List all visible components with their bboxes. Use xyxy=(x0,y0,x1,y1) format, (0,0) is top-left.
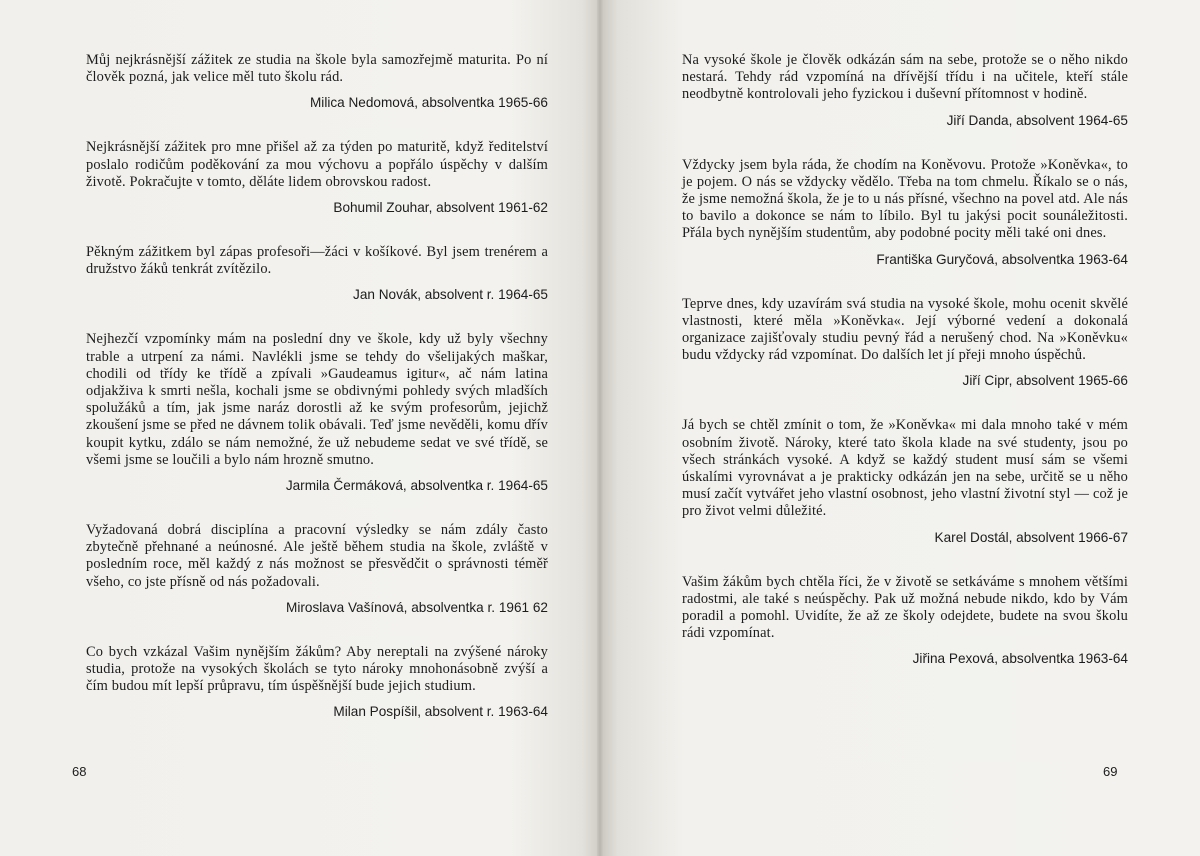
right-page xyxy=(600,0,1200,856)
testimonial-entry xyxy=(682,296,1128,390)
book-gutter xyxy=(597,0,603,856)
testimonial-author: Jarmila Čermáková, absolventka r. 1964-65 xyxy=(285,478,548,494)
testimonial-text: Já bych se chtěl zmínit o tom, že »Koněvka« mi dala mnoho také v mém osobním životě. Nároky, které tato škola klade na své studenty, jsou po všech stránkách vysoké. A když se každý student musí sám se všemi úskalími vyrovnávat a je prakticky odkázán jen na sebe, určitě se u něho musí začít vytvářet jeho vlastní osobnost, jeho vlastní životní styl — což je pro život velmi důležité. xyxy=(682,417,1128,520)
testimonial-text: Vašim žákům bych chtěla říci, že v životě se setkáváme s mnohem většími radostmi, ale také s neúspěchy. Pak už možná nebude nikdo, kdo by Vám poradil a pomohl. Uvidíte, že až ze školy odejdete, budete na svou školu rádi vzpomínat. xyxy=(682,573,1128,642)
testimonial-author: Jan Novák, absolvent r. 1964-65 xyxy=(353,287,548,303)
testimonial-author: Jiřina Pexová, absolventka 1963-64 xyxy=(912,651,1128,667)
testimonial-entry xyxy=(682,157,1128,268)
testimonial-author: Bohumil Zouhar, absolvent 1961-62 xyxy=(333,200,548,216)
testimonial-author: Miroslava Vašínová, absolventka r. 1961 62 xyxy=(286,599,548,615)
testimonial-text: Na vysoké škole je člověk odkázán sám na sebe, protože se o něho nikdo nestará. Tehdy rád vzpomíná na dřívější třídu i na učitele, kteří stále neodbytně kontrolovali jeho fyzickou i duševní přítomnost v hodině. xyxy=(682,52,1128,103)
testimonial-entry xyxy=(682,52,1128,129)
testimonial-author: Jiří Danda, absolvent 1964-65 xyxy=(946,112,1128,128)
testimonial-entry xyxy=(86,139,548,216)
testimonial-author: Milan Pospíšil, absolvent r. 1963-64 xyxy=(333,704,548,720)
testimonial-text: Vždycky jsem byla ráda, že chodím na Koněvovu. Protože »Koněvka«, to je pojem. O nás se vždycky vědělo. Třeba na tom chmelu. Říkalo se o nás, že jsme nemožná škola, že je to u nás přísné, všechno na povel atd. Ale nás to bavilo a dokonce se nám to líbilo. Byl tu jakýsi pocit sounáležitosti. Přála bych nynějším studentům, aby podobné pocity měli také oni dnes. xyxy=(682,156,1128,242)
testimonial-text: Můj nejkrásnější zážitek ze studia na škole byla samozřejmě maturita. Po ní člověk pozná, jak velice měl tuto školu rád. xyxy=(86,52,548,86)
testimonial-author: Františka Guryčová, absolventka 1963-64 xyxy=(876,251,1128,267)
right-page-column xyxy=(682,52,1128,695)
testimonial-entry xyxy=(86,52,548,111)
testimonial-text: Nejhezčí vzpomínky mám na poslední dny ve škole, kdy už byly všechny trable a utrpení za námi. Navlékli jsme se tehdy do všelijakých maškar, chodili od třídy ke třídě a zpívali »Gaudeamus igitur«, ač nám latina odjakživa k smrti nešla, kochali jsme se obdivnými pohledy svých mladších spolužáků a tím, jak jsme naráz dorostli až ke svým profesorům, jejichž zkoušení jsme se před ne dávnem tolik obávali. Teď jsme nevěděli, komu dřív koupit kytku, zdálo se nám nemožné, že už nebudeme sedat ve své třídě, se všemi jsme se loučili a bylo nám hrozně smutno. xyxy=(86,331,548,468)
testimonial-text: Teprve dnes, kdy uzavírám svá studia na vysoké škole, mohu ocenit skvělé vlastnosti, které měla »Koněvka«. Její výborné vedení a dokonalá organizace zajišťovaly studiu pevný řád a nerušený chod. Na »Koněvku« budu vždycky rád vzpomínat. Do dalších let jí přeji mnoho úspěchů. xyxy=(682,295,1128,364)
testimonial-entry xyxy=(86,522,548,616)
testimonial-author: Jiří Cipr, absolvent 1965-66 xyxy=(962,373,1128,389)
testimonial-author: Milica Nedomová, absolventka 1965-66 xyxy=(309,95,548,111)
testimonial-author: Karel Dostál, absolvent 1966-67 xyxy=(934,529,1128,545)
testimonial-text: Pěkným zážitkem byl zápas profesoři—žáci v košíkové. Byl jsem trenérem a družstvo žáků tenkrát zvítězilo. xyxy=(86,244,548,278)
testimonial-entry xyxy=(86,244,548,303)
page-number: 68 xyxy=(72,764,87,779)
page-number: 69 xyxy=(1103,764,1118,779)
left-page-column xyxy=(86,52,548,748)
testimonial-entry xyxy=(86,644,548,721)
testimonial-entry xyxy=(86,331,548,494)
testimonial-entry xyxy=(682,574,1128,668)
testimonial-text: Vyžadovaná dobrá disciplína a pracovní výsledky se nám zdály často zbytečně přehnané a neúnosné. Ale ještě během studia na škole, zvláště v posledním roce, měl každý z nás možnost se přesvědčit o správnosti téměř všeho, co jste přísně od nás požadovali. xyxy=(86,522,548,590)
testimonial-text: Nejkrásnější zážitek pro mne přišel až za týden po maturitě, když ředitelství poslalo rodičům poděkování za mou výchovu a popřálo úspěchy v dalším životě. Pokračujte v tomto, děláte lidem obrovskou radost. xyxy=(86,139,548,190)
testimonial-entry xyxy=(682,417,1128,545)
testimonial-text: Co bych vzkázal Vašim nynějším žákům? Aby nereptali na zvýšené nároky studia, protože na vysokých školách se tyto nároky mnohonásobně zvýší a čím budou mít lepší průpravu, tím úspěšnější bude jejich studium. xyxy=(86,643,548,695)
